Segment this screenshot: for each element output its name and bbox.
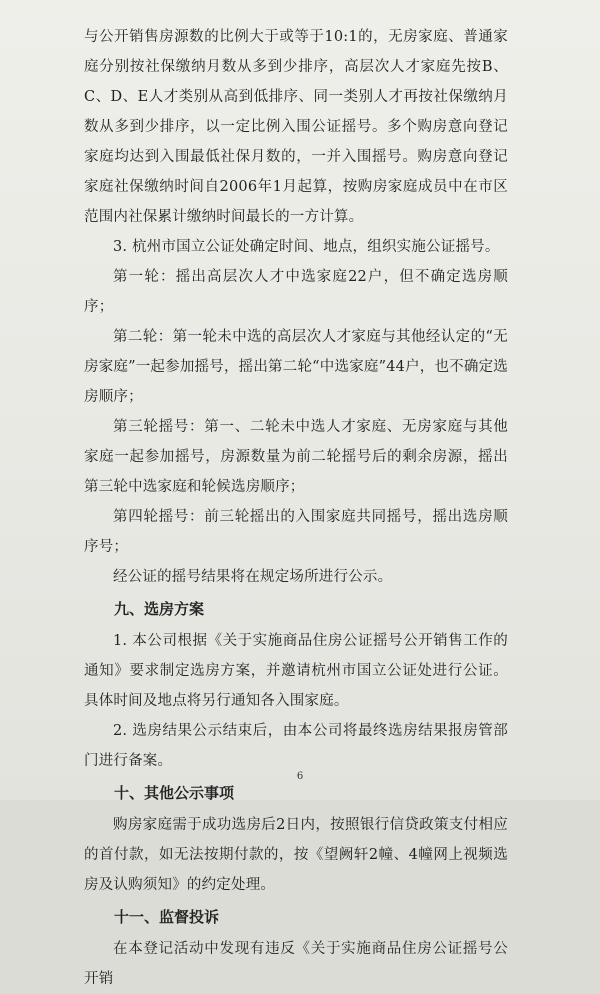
paragraph-filing: 2. 选房结果公示结束后，由本公司将最终选房结果报房管部门进行备案。 (84, 723, 508, 769)
section-heading-10: 十、其他公示事项 (114, 784, 235, 802)
paragraph-round-2: 第二轮：第一轮未中选的高层次人才家庭与其他经认定的“无房家庭”一起参加摇号，摇出第二轮“中选家庭”44户，也不确定选房顺序； (84, 329, 508, 405)
paragraph-complaint: 在本登记活动中发现有违反《关于实施商品住房公证摇号公开销 (84, 941, 508, 987)
paragraph-round-3: 第三轮摇号：第一、二轮未中选人才家庭、无房家庭与其他家庭一起参加摇号，房源数量为前二轮摇号后的剩余房源，摇出第三轮中选家庭和轮候选房顺序； (84, 419, 508, 495)
paragraph-round-4: 第四轮摇号：前三轮摇出的入围家庭共同摇号，摇出选房顺序号； (84, 509, 508, 555)
paragraph-payment: 购房家庭需于成功选房后2日内，按照银行信贷政策支付相应的首付款，如无法按期付款的，按《望阙轩2幢、4幢网上视频选房及认购须知》的约定处理。 (84, 817, 508, 893)
paragraph-notary-lottery: 3. 杭州市国立公证处确定时间、地点，组织实施公证摇号。 (113, 239, 500, 255)
paragraph-eligibility: 与公开销售房源数的比例大于或等于10:1的，无房家庭、普通家庭分别按社保缴纳月数从多到少排序，高层次人才家庭先按B、C、D、E人才类别从高到低排序、同一类别人才再按社保缴纳月数从多到少排序，以一定比例入围公证摇号。多个购房意向登记家庭均达到入围最低社保月数的，一并入围摇号。购房意向登记家庭社保缴纳时间自2006年1月起算，按购房家庭成员中在市区范围内社保累计缴纳时间最长的一方计算。 (84, 29, 508, 225)
paragraph-result-publicity: 经公证的摇号结果将在规定场所进行公示。 (113, 569, 393, 585)
paragraph-selection-plan: 1. 本公司根据《关于实施商品住房公证摇号公开销售工作的通知》要求制定选房方案，并邀请杭州市国立公证处进行公证。具体时间及地点将另行通知各入围家庭。 (84, 633, 508, 709)
page-number: 6 (296, 771, 304, 782)
section-heading-11: 十一、监督投诉 (114, 908, 220, 926)
section-heading-9: 九、选房方案 (114, 600, 205, 618)
paragraph-round-1: 第一轮：摇出高层次人才中选家庭22户，但不确定选房顺序； (84, 269, 508, 315)
